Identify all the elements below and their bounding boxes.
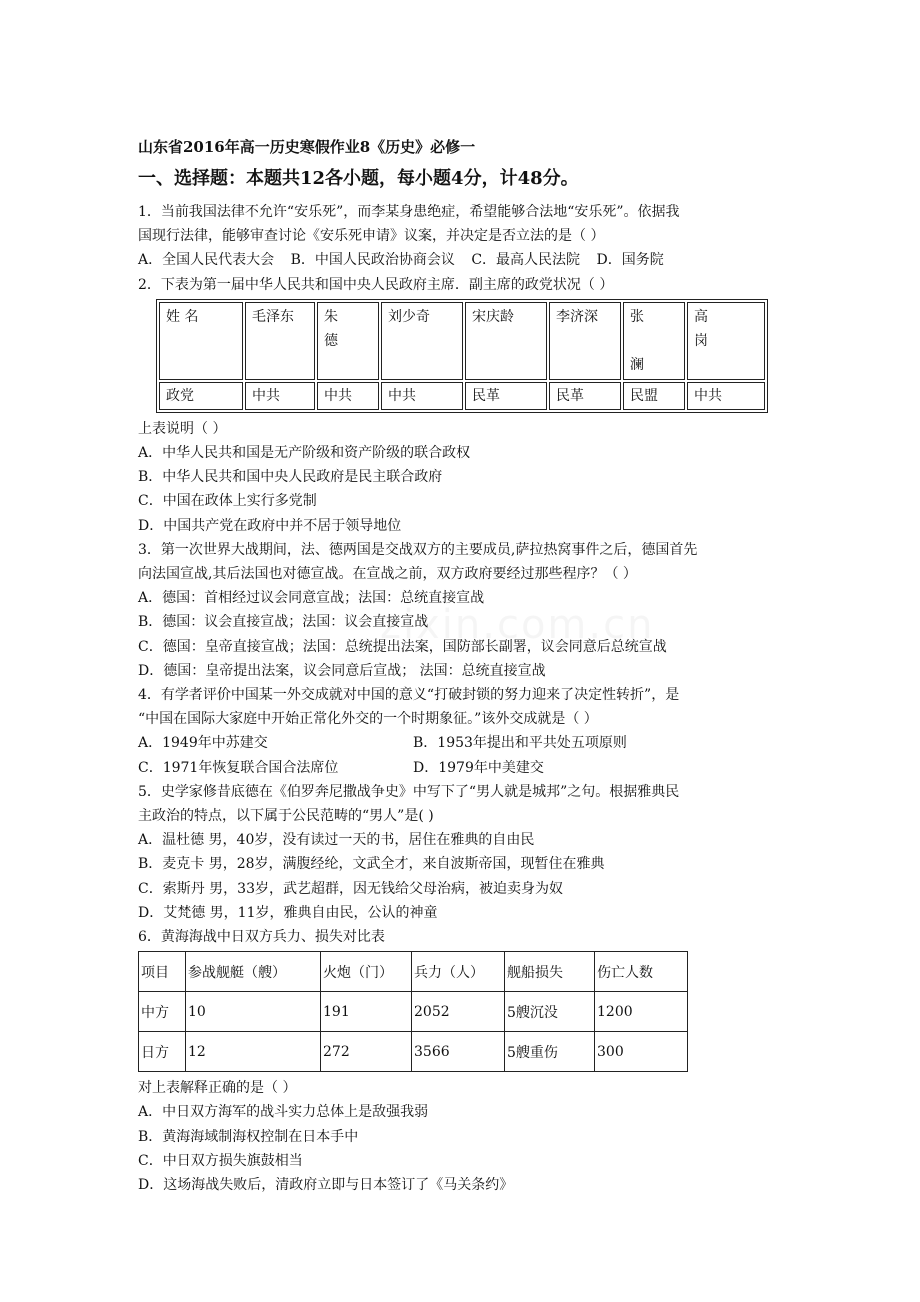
- question-stem: 5．史学家修昔底德在《伯罗奔尼撒战争史》中写下了“男人就是城邦”之句。根据雅典民: [138, 783, 680, 800]
- table-cell: 272: [321, 1032, 412, 1072]
- table-cell: 李济深: [549, 302, 621, 380]
- table-row: [139, 1032, 688, 1072]
- table-header-cell: 伤亡人数: [595, 952, 688, 992]
- question-prompt: 上表说明（ ）: [138, 420, 227, 437]
- option-a: A．中日双方海军的战斗实力总体上是敌强我弱: [138, 1104, 429, 1121]
- option-b: B．1953年提出和平共处五项原则: [413, 735, 627, 752]
- options-row: [138, 756, 788, 780]
- question-stem: 1．当前我国法律不允许“安乐死”，而李某身患绝症，希望能够合法地“安乐死”。依据我: [138, 204, 680, 220]
- option-a: A．德国：首相经过议会同意宣战；法国：总统直接宣战: [138, 590, 485, 607]
- question-stem: 向法国宣战,其后法国也对德宣战。在宣战之前，双方政府要经过那些程序？（ ）: [138, 566, 637, 583]
- option-b: B．中华人民共和国中央人民政府是民主联合政府: [138, 469, 443, 486]
- table-cell: 1200: [595, 992, 688, 1032]
- option-c: C．中日双方损失旗鼓相当: [138, 1152, 303, 1169]
- document-page: [138, 136, 788, 1197]
- leaders-party-table: [156, 299, 768, 413]
- table-cell: 2052: [412, 992, 505, 1032]
- option-c: C．1971年恢复联合国合法席位: [138, 759, 339, 776]
- table-cell: 5艘沉没: [505, 992, 595, 1032]
- table-cell: 中共: [381, 382, 463, 410]
- option-d: D．1979年中美建交: [413, 759, 544, 776]
- table-cell: 姓 名: [159, 302, 243, 380]
- option-b: B．黄海海域制海权控制在日本手中: [138, 1128, 359, 1145]
- option-c: C．索斯丹 男，33岁，武艺超群，因无钱给父母治病，被迫卖身为奴: [138, 880, 563, 897]
- table-cell: 3566: [412, 1032, 505, 1072]
- question-stem: 6．黄海海战中日双方兵力、损失对比表: [138, 929, 385, 946]
- question-5: [138, 780, 788, 925]
- table-cell: 宋庆龄: [465, 302, 547, 380]
- table-cell: 191: [321, 992, 412, 1032]
- table-cell: 日方: [139, 1032, 186, 1072]
- table-header-cell: 项目: [139, 952, 186, 992]
- table-cell: 政党: [159, 382, 243, 410]
- section-heading: 一、选择题：本题共12各小题，每小题4分，计48分。: [138, 168, 579, 189]
- options-row: [138, 248, 788, 272]
- question-stem: 3．第一次世界大战期间，法、德两国是交战双方的主要成员,萨拉热窝事件之后，德国首先: [138, 541, 698, 558]
- option-a: A．全国人民代表大会: [138, 252, 275, 269]
- table-cell: 中方: [139, 992, 186, 1032]
- question-1: [138, 200, 788, 273]
- question-prompt: 对上表解释正确的是（ ）: [138, 1080, 297, 1097]
- option-d: D．艾梵德 男，11岁，雅典自由民，公认的神童: [138, 904, 438, 921]
- document-title: 山东省2016年高一历史寒假作业8《历史》必修一: [138, 138, 476, 156]
- table-cell: 300: [595, 1032, 688, 1072]
- table-cell: 中共: [245, 382, 315, 410]
- option-b: B．中国人民政治协商会议: [290, 252, 455, 269]
- table-cell: 高 岗: [687, 302, 765, 380]
- option-a: A．温杜德 男，40岁，没有读过一天的书，居住在雅典的自由民: [138, 832, 535, 849]
- table-cell: 12: [186, 1032, 321, 1072]
- table-cell: 朱 德: [317, 302, 379, 380]
- option-d: D．德国：皇帝提出法案，议会同意后宣战； 法国：总统直接宣战: [138, 662, 546, 679]
- question-2: [138, 273, 788, 538]
- table-header-cell: 火炮（门）: [321, 952, 412, 992]
- table-row: [139, 992, 688, 1032]
- table-header-cell: 兵力（人）: [412, 952, 505, 992]
- table-cell: 民盟: [623, 382, 685, 410]
- option-a: A．1949年中苏建交: [138, 735, 268, 752]
- battle-comparison-table: [138, 951, 688, 1072]
- question-stem: 国现行法律，能够审查讨论《安乐死申请》议案，并决定是否立法的是（ ）: [138, 228, 605, 245]
- question-6: [138, 925, 788, 1197]
- question-3: [138, 538, 788, 683]
- table-cell: 张 澜: [623, 302, 685, 380]
- options-row: [138, 731, 788, 755]
- table-row: [159, 302, 765, 380]
- option-c: C．德国：皇帝直接宣战；法国：总统提出法案，国防部长副署，议会同意后总统宣战: [138, 638, 667, 655]
- table-cell: 中共: [317, 382, 379, 410]
- option-d: D．中国共产党在政府中并不居于领导地位: [138, 517, 402, 534]
- table-cell: 中共: [687, 382, 765, 410]
- question-stem: “中国在国际大家庭中开始正常化外交的一个时期象征。”该外交成就是（ ）: [138, 711, 598, 728]
- question-stem: 4．有学者评价中国某一外交成就对中国的意义“打破封锁的努力迎来了决定性转折”，是: [138, 687, 680, 704]
- option-c: C．最高人民法院: [471, 252, 581, 269]
- table-cell: 5艘重伤: [505, 1032, 595, 1072]
- option-d: D．这场海战失败后，清政府立即与日本签订了《马关条约》: [138, 1177, 514, 1194]
- question-stem: 2．下表为第一届中华人民共和国中央人民政府主席．副主席的政党状况（ ）: [138, 276, 614, 293]
- option-b: B．德国：议会直接宣战；法国：议会直接宣战: [138, 614, 429, 631]
- option-c: C．中国在政体上实行多党制: [138, 493, 317, 510]
- table-cell: 民革: [465, 382, 547, 410]
- question-stem: 主政治的特点，以下属于公民范畴的“男人”是( ): [138, 808, 434, 825]
- table-cell: 民革: [549, 382, 621, 410]
- table-header-row: [139, 952, 688, 992]
- table-header-cell: 舰船损失: [505, 952, 595, 992]
- option-b: B．麦克卡 男，28岁，满腹经纶，文武全才，来自波斯帝国，现暂住在雅典: [138, 856, 605, 873]
- question-4: [138, 683, 788, 780]
- table-row: [159, 382, 765, 410]
- table-cell: 刘少奇: [381, 302, 463, 380]
- table-cell: 10: [186, 992, 321, 1032]
- table-header-cell: 参战舰艇（艘）: [186, 952, 321, 992]
- table-cell: 毛泽东: [245, 302, 315, 380]
- option-d: D．国务院: [596, 252, 664, 269]
- option-a: A．中华人民共和国是无产阶级和资产阶级的联合政权: [138, 445, 471, 462]
